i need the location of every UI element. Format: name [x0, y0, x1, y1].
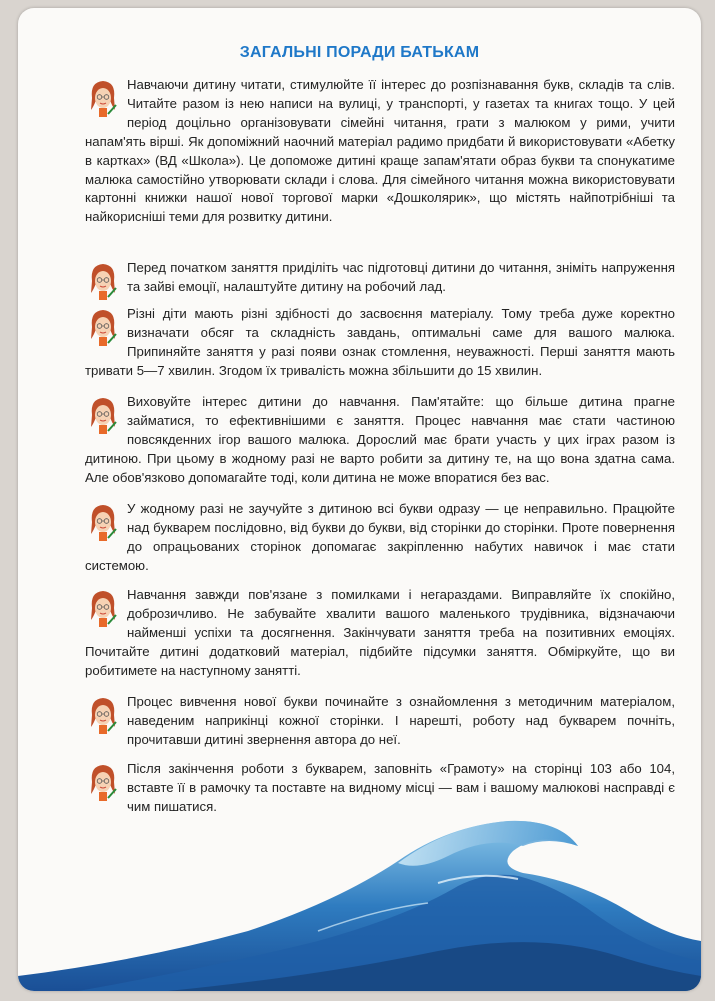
tip-2 [85, 259, 675, 301]
teacher-avatar-icon [88, 78, 118, 118]
tip-text: Перед початком заняття приділіть час підготовці дитини до читання, зніміть напруження та зайві емоції, налаштуйте дитину на робочий лад. [127, 260, 675, 294]
tip-text: Навчаючи дитину читати, стимулюйте її інтерес до розпізнавання букв, складів та слів. Читайте разом із нею написи на вулиці, у транспорті, у газетах та книгах тощо. У цей період доцільно організовувати сімейні читання, грати з малюком у рими, учити напам'ять вірші. Як допоміжний наочний матеріал радимо придбати й використовувати «Абетку в картках» (ВД «Школа»). Це допоможе дитині краще запам'ятати образ букви та спонукатиме малюка самостійно утворювати склади і слова. Для сімейного читання можна використовувати картонні книжки нашої нової торгової марки «Дошколярик», що містять найпотрібніші та найкорисніші теми для розвитку дитини. [85, 77, 675, 225]
page-title: ЗАГАЛЬНІ ПОРАДИ БАТЬКАМ [239, 44, 480, 61]
tip-5 [85, 500, 675, 576]
tip-text: Після закінчення роботи з букварем, заповніть «Грамоту» на сторінці 103 або 104, вставте її в рамочку та поставте на видному місці — вам і вашому малюкові насправді є чим пишатися. [127, 761, 675, 814]
tip-3 [85, 305, 675, 381]
tip-text: У жодному разі не заучуйте з дитиною всі букви одразу — це неправильно. Працюйте над букварем послідовно, від букви до букви, від сторінки до сторінки. Проте повернення до опрацьованих сторінок допомагає закріпленню набутих навичок і має стати системою. [85, 501, 675, 573]
tip-text: Різні діти мають різні здібності до засвоєння матеріалу. Тому треба дуже коректно визначати обсяг та складність завдань, оптимальні саме для вашого малюка. Припиняйте заняття у разі появи ознак стомлення, неуважності. Перші заняття мають тривати 5—7 хвилин. Згодом їх тривалість можна збільшити до 15 хвилин. [85, 306, 675, 378]
tip-1 [85, 76, 675, 227]
tip-text: Навчання завжди пов'язане з помилками і негараздами. Виправляйте їх спокійно, доброзичливо. Не забувайте хвалити вашого маленького трудівника, відзначаючи найменші успіхи та досягнення. Закінчувати заняття треба на позитивних емоціях. Почитайте дитині додатковий матеріал, підбийте підсумки заняття. Обміркуйте, що ви робитимете на наступному занятті. [85, 587, 675, 678]
page [18, 8, 701, 991]
tip-7 [85, 693, 675, 750]
tip-text: Процес вивчення нової букви починайте з ознайомлення з методичним матеріалом, наведеним наприкінці кожної сторінки. І нарешті, роботу над букварем почніть, прочитавши дитині звернення автора до неї. [127, 694, 675, 747]
tip-text: Виховуйте інтерес дитини до навчання. Пам'ятайте: що більше дитина прагне займатися, то ефективнішими є заняття. Процес навчання має стати частиною повсякденних ігор вашого малюка. Дорослий має брати участь у цих іграх разом із дитиною. При цьому в жодному разі не варто робити за дитину те, на що вона здатна сама. Але обов'язково допомагайте тоді, коли дитина не може впоратися без вас. [85, 394, 675, 485]
teacher-avatar-icon [88, 261, 118, 301]
ocean-wave-illustration [18, 791, 701, 991]
tip-6 [85, 586, 675, 681]
tip-4 [85, 393, 675, 488]
teacher-avatar-icon [88, 695, 118, 735]
teacher-avatar-icon [88, 502, 118, 542]
teacher-avatar-icon [88, 588, 118, 628]
teacher-avatar-icon [88, 395, 118, 435]
teacher-avatar-icon [88, 307, 118, 347]
